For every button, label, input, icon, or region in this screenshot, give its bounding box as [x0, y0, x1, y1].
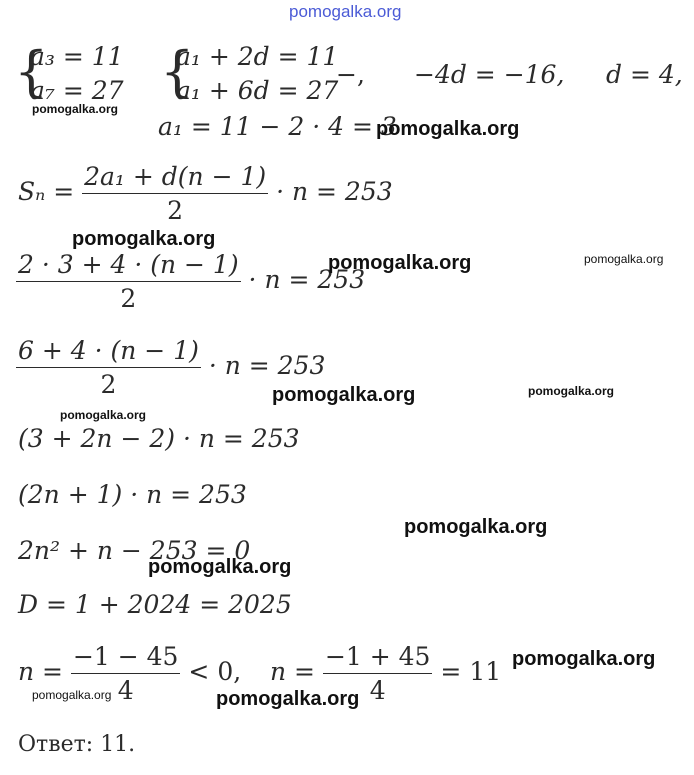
root-2-denominator: 4 — [369, 676, 386, 705]
fraction-3-numerator: 6 + 4 · (n − 1) — [16, 336, 201, 368]
watermark-top[interactable]: pomogalka.org — [289, 2, 402, 21]
system2-row1: a₁ + 2d = 11 — [176, 42, 339, 71]
fraction-2-rhs: · n = 253 — [248, 265, 366, 294]
answer-text: Ответ: 11. — [18, 732, 136, 757]
left-brace-2: { — [160, 40, 195, 103]
sum-formula — [18, 162, 393, 225]
left-brace-1: { — [14, 40, 49, 103]
watermark: pomogalka.org — [512, 648, 656, 670]
equation-d-step: −4d = −16, — [414, 60, 565, 89]
equation-line-b: (2n + 1) · n = 253 — [18, 480, 247, 509]
equation-a1: a₁ = 11 − 2 · 4 = 3 — [158, 112, 397, 141]
fraction-2-denominator: 2 — [120, 284, 137, 313]
watermark: pomogalka.org — [32, 102, 119, 116]
watermark: pomogalka.org — [148, 556, 292, 578]
watermark: pomogalka.org — [272, 384, 416, 406]
watermark: pomogalka.org — [376, 118, 520, 140]
fraction-3 — [16, 336, 201, 399]
fraction-3-denominator: 2 — [100, 370, 117, 399]
watermark: pomogalka.org — [328, 252, 472, 274]
root-1-rhs: < 0, — [188, 657, 242, 686]
fraction-2 — [16, 250, 241, 313]
root-2-lhs: n = — [270, 657, 315, 686]
equation-d-result: d = 4, — [606, 60, 683, 89]
watermark: pomogalka.org — [528, 384, 615, 398]
sum-denominator: 2 — [167, 196, 184, 225]
watermark: pomogalka.org — [60, 408, 147, 422]
root-2-rhs: = 11 — [440, 657, 502, 686]
sum-lhs: Sₙ = — [18, 177, 75, 206]
system1-row1: a₃ = 11 — [30, 42, 124, 71]
equation-line-c: 2n² + n − 253 = 0 — [18, 536, 251, 565]
equation-line-a: (3 + 2n − 2) · n = 253 — [18, 424, 300, 453]
watermark: pomogalka.org — [32, 688, 112, 702]
root-1-denominator: 4 — [117, 676, 134, 705]
subtract-sign: −, — [336, 60, 365, 89]
sum-numerator: 2a₁ + d(n − 1) — [82, 162, 268, 194]
system1-row2: a₇ = 27 — [30, 76, 124, 105]
root-2-numerator: −1 + 45 — [323, 642, 433, 674]
sum-fraction — [82, 162, 268, 225]
sum-rhs: · n = 253 — [276, 177, 393, 206]
watermark: pomogalka.org — [72, 228, 216, 250]
system2-row2: a₁ + 6d = 27 — [176, 76, 339, 105]
root-1-lhs: n = — [18, 657, 63, 686]
fraction-step-2 — [16, 250, 365, 313]
fraction-2-numerator: 2 · 3 + 4 · (n − 1) — [16, 250, 241, 282]
equation-line-d: D = 1 + 2024 = 2025 — [18, 590, 292, 619]
watermark: pomogalka.org — [584, 252, 664, 266]
watermark: pomogalka.org — [404, 516, 548, 538]
watermark: pomogalka.org — [216, 688, 360, 710]
root-1-numerator: −1 − 45 — [71, 642, 181, 674]
fraction-3-rhs: · n = 253 — [208, 351, 326, 380]
